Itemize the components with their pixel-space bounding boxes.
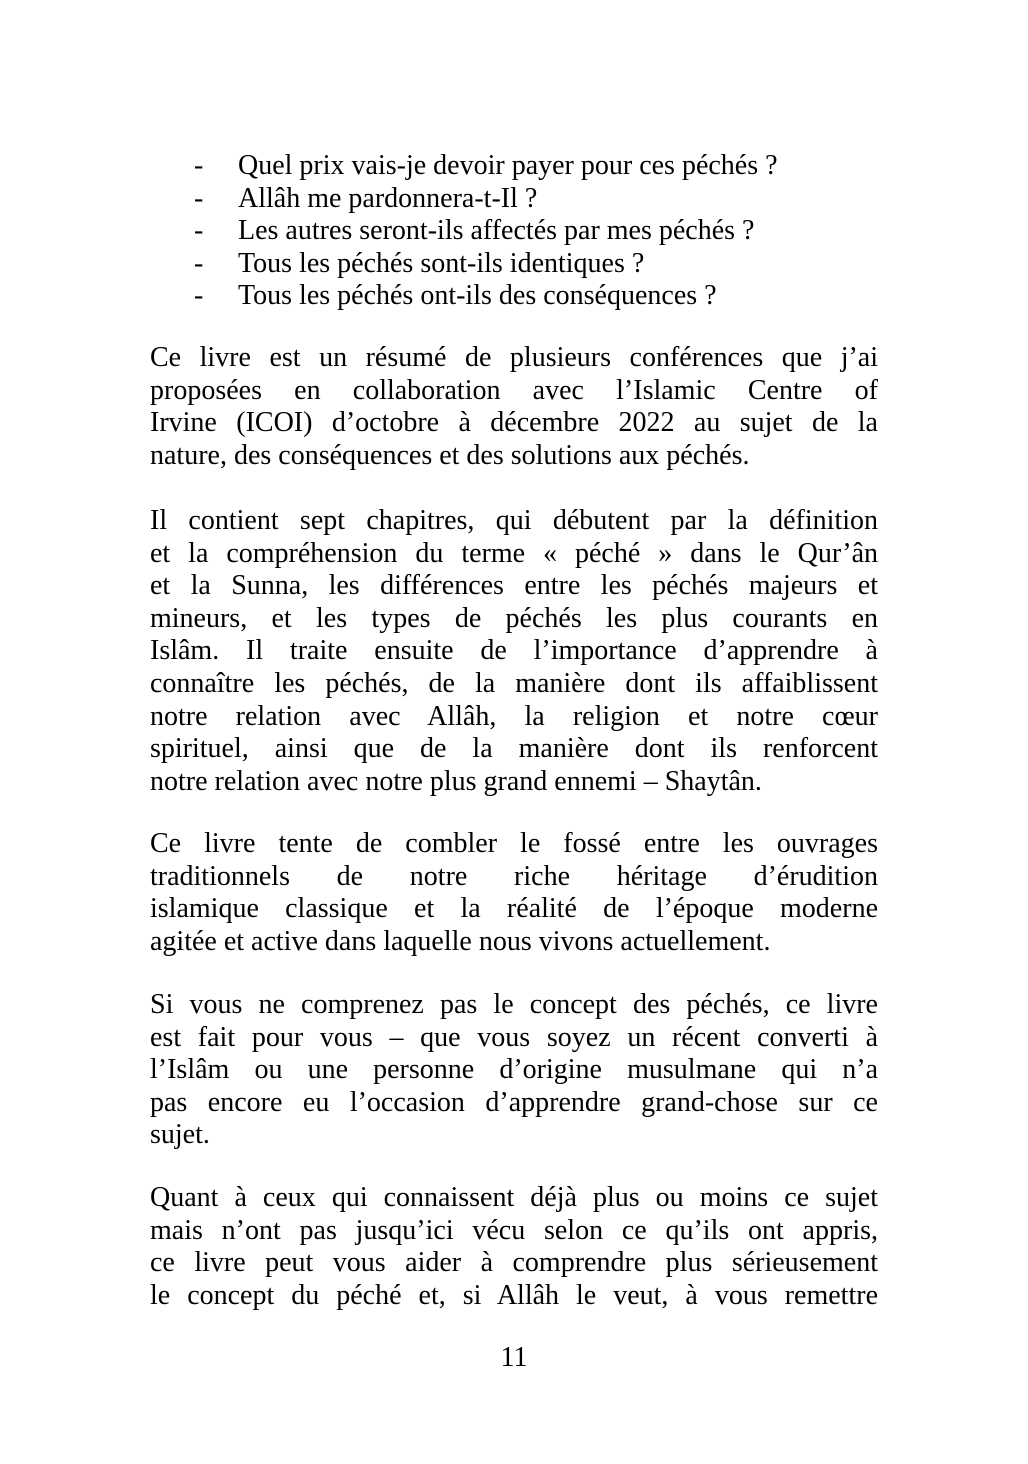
paragraph-audience xyxy=(150,989,878,1152)
text-line: traditionnels de notre riche héritage d’érudition xyxy=(150,860,878,892)
text-line: et la compréhension du terme « péché » dans le Qur’ân xyxy=(150,537,878,569)
text-line: le concept du péché et, si Allâh le veut, à vous remettre xyxy=(150,1279,878,1311)
paragraph-practice xyxy=(150,1182,878,1312)
bullet-dash: - xyxy=(194,150,204,181)
text-line: pas encore eu l’occasion d’apprendre grand-chose sur ce xyxy=(150,1086,878,1118)
text-line: Irvine (ICOI) d’octobre à décembre 2022 au sujet de la xyxy=(150,407,878,439)
text-line: ce livre peut vous aider à comprendre plus sérieusement xyxy=(150,1247,878,1279)
question-text: Quel prix vais-je devoir payer pour ces péchés ? xyxy=(238,150,778,181)
text-line: Quant à ceux qui connaissent déjà plus ou moins ce sujet xyxy=(150,1182,878,1213)
question-text: Tous les péchés sont-ils identiques ? xyxy=(238,247,645,279)
question-item xyxy=(190,215,910,248)
paragraph-chapters xyxy=(150,505,878,798)
text-line: sujet. xyxy=(150,1119,210,1151)
paragraph-summary xyxy=(150,342,878,472)
text-line: mais n’ont pas jusqu’ici vécu selon ce qu’ils ont appris, xyxy=(150,1214,878,1246)
text-line: agitée et active dans laquelle nous vivons actuellement. xyxy=(150,925,771,957)
text-line: spirituel, ainsi que de la manière dont ils renforcent xyxy=(150,733,878,765)
page-number: 11 xyxy=(500,1342,528,1373)
text-line: Si vous ne comprenez pas le concept des péchés, ce livre xyxy=(150,989,878,1020)
paragraph-gap xyxy=(150,828,878,958)
question-text: Tous les péchés ont-ils des conséquences ? xyxy=(238,280,717,312)
question-item xyxy=(190,280,910,313)
question-item xyxy=(190,150,910,183)
question-item xyxy=(190,183,910,216)
text-line: Ce livre est un résumé de plusieurs conférences que j’ai xyxy=(150,342,878,373)
question-text: Les autres seront-ils affectés par mes péchés ? xyxy=(238,215,755,247)
bullet-dash: - xyxy=(194,182,204,214)
bullet-dash: - xyxy=(194,247,204,279)
text-line: mineurs, et les types de péchés les plus courants en xyxy=(150,602,878,634)
question-text: Allâh me pardonnera-t-Il ? xyxy=(238,182,538,214)
question-item xyxy=(190,248,910,281)
question-list xyxy=(190,150,910,313)
text-line: est fait pour vous – que vous soyez un récent converti à xyxy=(150,1021,878,1053)
text-line: notre relation avec notre plus grand ennemi – Shaytân. xyxy=(150,765,762,797)
text-line: nature, des conséquences et des solutions aux péchés. xyxy=(150,439,750,471)
bullet-dash: - xyxy=(194,280,204,312)
text-line: notre relation avec Allâh, la religion et notre cœur xyxy=(150,700,878,732)
text-line: connaître les péchés, de la manière dont ils affaiblissent xyxy=(150,667,878,699)
text-line: Il contient sept chapitres, qui débutent par la définition xyxy=(150,505,878,536)
bullet-dash: - xyxy=(194,215,204,247)
text-line: l’Islâm ou une personne d’origine musulmane qui n’a xyxy=(150,1054,878,1086)
text-line: Ce livre tente de combler le fossé entre les ouvrages xyxy=(150,828,878,859)
text-line: proposées en collaboration avec l’Islamic Centre of xyxy=(150,374,878,406)
text-line: Islâm. Il traite ensuite de l’importance d’apprendre à xyxy=(150,635,878,667)
text-line: islamique classique et la réalité de l’époque moderne xyxy=(150,893,878,925)
text-line: et la Sunna, les différences entre les péchés majeurs et xyxy=(150,570,878,602)
